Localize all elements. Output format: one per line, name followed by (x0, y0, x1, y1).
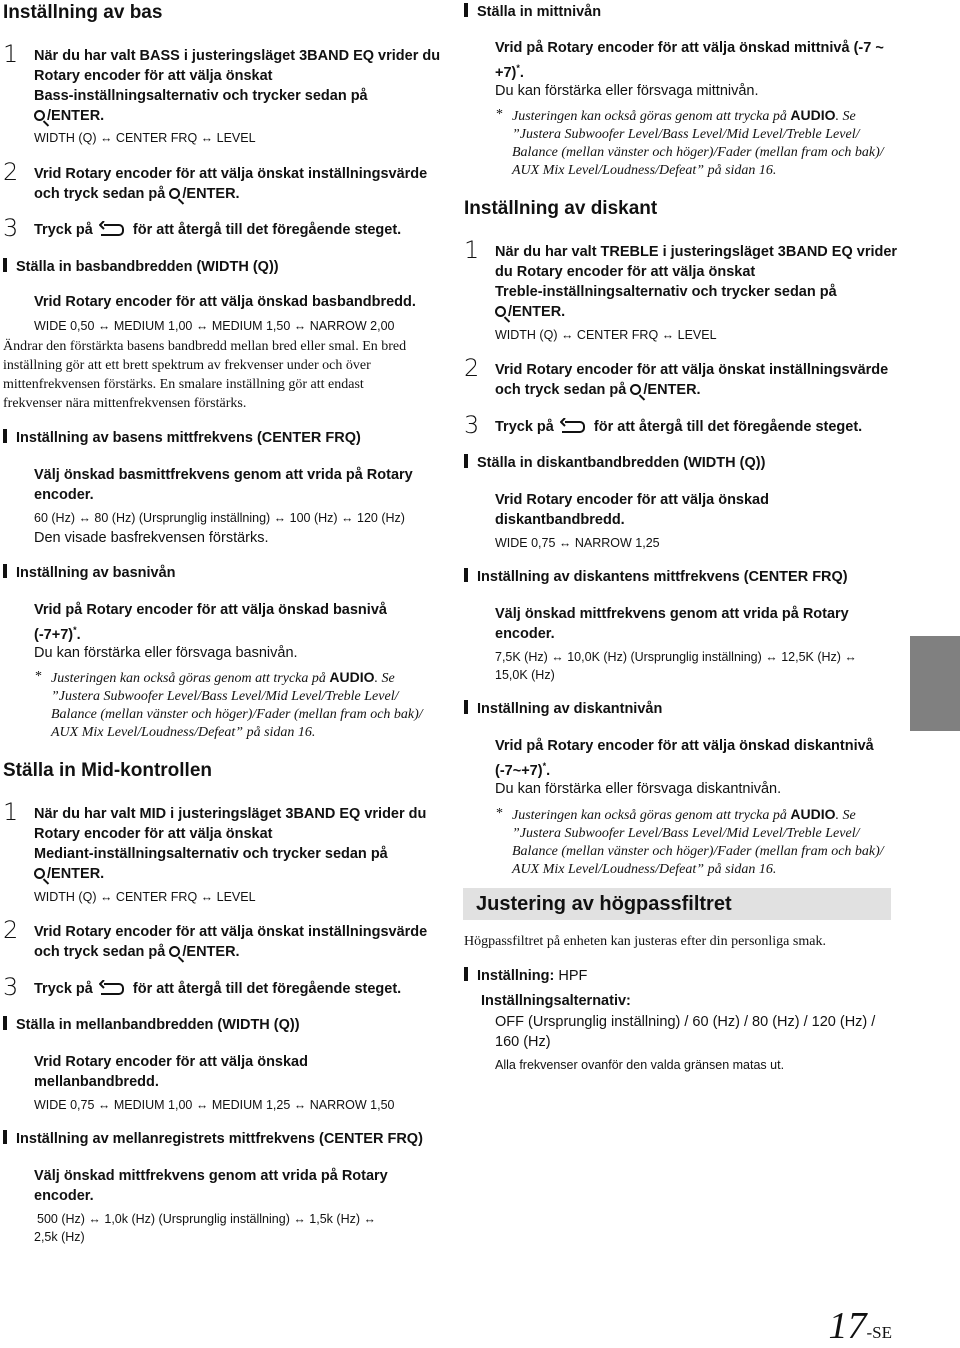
search-icon (169, 188, 180, 199)
text-line: ”Justera Subwoofer Level/Bass Level/Mid Level/Treble Level/ (512, 127, 860, 142)
text-line: När du har valt BASS i justeringsläget 3BAND EQ vrider du (34, 48, 441, 64)
alternatives-label: Inställningsalternativ: (481, 993, 631, 1009)
text-line: (-7+7)*. (34, 625, 81, 643)
alternatives-note: Alla frekvenser ovanför den valda gränsen matas ut. (495, 1058, 785, 1072)
text-line: Vrid Rotary encoder för att välja önskat inställningsvärde (34, 166, 428, 182)
search-icon (34, 868, 45, 879)
text: Justeringen kan också göras genom att trycka på (512, 109, 787, 124)
text-line: Vrid på Rotary encoder för att välja önskad basnivå (34, 602, 387, 618)
subsection-heading: Ställa in mittnivån (464, 3, 601, 20)
text-line: Vrid Rotary encoder för att välja önskat inställningsvärde (495, 362, 889, 378)
option-list (495, 648, 857, 684)
step-number: 2 (3, 158, 19, 186)
section-tab-marker (910, 636, 960, 731)
footnote-mark: * (496, 806, 503, 821)
text-line: 500 (Hz) ↔ 1,0k (Hz) (Ursprunglig inställning) ↔ 1,5k (Hz) ↔ (37, 1212, 376, 1226)
text: för att återgå till det föregående steget. (132, 222, 402, 238)
text-line: 7,5K (Hz) ↔ 10,0K (Hz) (Ursprunglig inställning) ↔ 12,5K (Hz) ↔ (495, 650, 857, 664)
option-list: WIDTH (Q) ↔ CENTER FRQ ↔ LEVEL (495, 328, 717, 342)
text-line: Balance (mellan vänster och höger)/Fader (mellan fram och bak)/ (51, 707, 423, 722)
text: Tryck på (34, 222, 93, 238)
setting-value: HPF (558, 968, 588, 984)
text-line: Ändrar den förstärkta basens bandbredd mellan bred eller smal. En bred (3, 339, 407, 354)
text-line: Vrid på Rotary encoder för att välja önskad mittnivå (-7 ~ (495, 40, 884, 56)
section-heading-mid: Ställa in Mid-kontrollen (3, 760, 213, 781)
text-line: 15,0K (Hz) (495, 668, 555, 682)
subsection-heading: Inställning av diskantens mittfrekvens (CENTER FRQ) (464, 568, 848, 585)
text: . Se (374, 671, 395, 686)
text-line (34, 864, 426, 884)
step-text (34, 922, 427, 962)
text-line: Mediant-inställningsalternativ och trycker sedan på (34, 846, 388, 862)
text: (-7~+7) (495, 762, 543, 779)
footnote-mark: * (516, 63, 520, 73)
text-line: Vrid på Rotary encoder för att välja önskad diskantnivå (495, 738, 874, 754)
subsection-heading: Ställa in diskantbandbredden (WIDTH (Q)) (464, 454, 765, 471)
text-line: ”Justera Subwoofer Level/Bass Level/Mid Level/Treble Level/ (512, 826, 860, 841)
instruction (34, 1166, 388, 1206)
option-list: WIDE 0,75 ↔ NARROW 1,25 (495, 536, 660, 550)
text: Tryck på (495, 419, 554, 435)
description (3, 337, 406, 413)
text-line: diskantbandbredd. (495, 512, 625, 528)
audio-label: AUDIO (790, 107, 836, 123)
text-line: encoder. (495, 626, 555, 642)
page-number (829, 1304, 893, 1348)
footnote-mark: * (35, 669, 42, 684)
subsection-heading: Inställning av mellanregistrets mittfrekvens (CENTER FRQ) (3, 1130, 423, 1147)
instruction (34, 600, 387, 645)
text-line: Rotary encoder för att välja önskat (34, 826, 273, 842)
text: och tryck sedan på (495, 382, 627, 398)
step-number: 2 (3, 916, 19, 944)
text: för att återgå till det föregående steget. (593, 419, 863, 435)
enter-label: /ENTER. (508, 304, 566, 320)
description: Den visade basfrekvensen förstärks. (34, 530, 269, 546)
audio-label: AUDIO (329, 669, 375, 685)
instruction (495, 736, 874, 781)
text: Tryck på (34, 981, 93, 997)
step-number: 3 (3, 973, 19, 1001)
instruction (34, 465, 413, 505)
section-heading-bas: Inställning av bas (3, 2, 163, 23)
instruction: Vrid Rotary encoder för att välja önskad basbandbredd. (34, 294, 416, 310)
enter-label: /ENTER. (182, 186, 240, 202)
text-line: Treble-inställningsalternativ och trycker sedan på (495, 284, 837, 300)
text-line: du Rotary encoder för att välja önskat (495, 264, 756, 280)
option-list: 60 (Hz) ↔ 80 (Hz) (Ursprunglig inställning) ↔ 100 (Hz) ↔ 120 (Hz) (34, 511, 405, 525)
text-line: 2,5k (Hz) (34, 1230, 85, 1244)
step-text (34, 804, 426, 884)
step-number: 2 (464, 354, 480, 382)
text-line: OFF (Ursprunglig inställning) / 60 (Hz) / 80 (Hz) / 120 (Hz) / (495, 1014, 876, 1030)
instruction (495, 490, 769, 530)
option-list: WIDTH (Q) ↔ CENTER FRQ ↔ LEVEL (34, 131, 256, 145)
text-line: Välj önskad basmittfrekvens genom att vrida på Rotary (34, 467, 413, 483)
text-line: frekvenser nära mittenfrekvensen förstärks. (3, 396, 247, 411)
enter-label: /ENTER. (643, 382, 701, 398)
text: +7) (495, 64, 517, 81)
text-line: Vrid Rotary encoder för att välja önskad (495, 492, 769, 508)
footnote (496, 106, 884, 180)
page-number-value: 17 (828, 1305, 867, 1347)
text-line: Bass-inställningsalternativ och trycker sedan på (34, 88, 368, 104)
footnote (35, 668, 423, 742)
text: och tryck sedan på (34, 186, 166, 202)
text-line: Välj önskad mittfrekvens genom att vrida på Rotary (34, 1168, 388, 1184)
text-line (495, 380, 888, 400)
text: Justeringen kan också göras genom att trycka på (512, 808, 787, 823)
footnote (496, 805, 884, 879)
text-line: mellanbandbredd. (34, 1074, 159, 1090)
search-icon (630, 384, 641, 395)
text-line (495, 302, 897, 322)
text: . Se (835, 109, 856, 124)
text-line: AUX Mix Level/Loudness/Defeat” på sidan 16. (512, 163, 777, 178)
subsection-heading: Ställa in basbandbredden (WIDTH (Q)) (3, 258, 279, 275)
step-text (495, 360, 888, 400)
step-number: 1 (464, 236, 480, 264)
description: Du kan förstärka eller försvaga mittnivån. (495, 83, 759, 99)
option-list: WIDE 0,75 ↔ MEDIUM 1,00 ↔ MEDIUM 1,25 ↔ NARROW 1,50 (34, 1098, 395, 1112)
subsection-heading: Ställa in mellanbandbredden (WIDTH (Q)) (3, 1016, 300, 1033)
text-line (512, 805, 884, 825)
footnote-mark: * (542, 761, 547, 771)
option-list (34, 1210, 376, 1246)
search-icon (34, 110, 45, 121)
text-line: (-7~+7)*. (495, 761, 551, 779)
text-line (34, 184, 427, 204)
text-line: 160 (Hz) (495, 1034, 551, 1050)
step-number: 3 (3, 214, 19, 242)
footnote-mark: * (496, 107, 503, 122)
instruction (495, 604, 849, 644)
return-icon (560, 418, 586, 434)
step-text (34, 46, 440, 126)
return-icon (99, 980, 125, 996)
setting-line (464, 967, 587, 984)
return-icon (99, 221, 125, 237)
step-number: 1 (3, 40, 19, 68)
search-icon (169, 946, 180, 957)
footnote-mark: * (73, 625, 77, 635)
text-line: inställning gör att ett brett spektrum av frekvenser under och över (3, 358, 371, 373)
text-line: encoder. (34, 1188, 94, 1204)
text-line: När du har valt MID i justeringsläget 3BAND EQ vrider du (34, 806, 427, 822)
step-text (495, 242, 897, 322)
enter-label: /ENTER. (47, 866, 105, 882)
step-text (34, 164, 427, 204)
text-line: Balance (mellan vänster och höger)/Fader (mellan fram och bak)/ (512, 145, 884, 160)
alternatives-values (495, 1012, 875, 1052)
section-heading-highpass: Justering av högpassfiltret (476, 893, 732, 915)
enter-label: /ENTER. (182, 944, 240, 960)
step-number: 3 (464, 411, 480, 439)
text-line: Välj önskad mittfrekvens genom att vrida på Rotary (495, 606, 849, 622)
instruction (34, 1052, 308, 1092)
subsection-heading: Inställning av diskantnivån (464, 700, 662, 717)
text-line: Vrid Rotary encoder för att välja önskat inställningsvärde (34, 924, 428, 940)
text: för att återgå till det föregående steget. (132, 981, 402, 997)
text-line (512, 106, 884, 126)
subsection-heading: Inställning av basnivån (3, 564, 176, 581)
enter-label: /ENTER. (47, 108, 105, 124)
section-heading-band (463, 888, 891, 920)
setting-label: Inställning: (477, 968, 555, 984)
text-line: ”Justera Subwoofer Level/Bass Level/Mid Level/Treble Level/ (51, 689, 399, 704)
step-number: 1 (3, 798, 19, 826)
text: . Se (835, 808, 856, 823)
text-line (34, 106, 440, 126)
text: Justeringen kan också göras genom att trycka på (51, 671, 326, 686)
text-line (51, 668, 423, 688)
text-line: AUX Mix Level/Loudness/Defeat” på sidan 16. (51, 725, 316, 740)
text-line: mittenfrekvensen förstärks. En smalare inställning gör att endast (3, 377, 364, 392)
text-line: +7)*. (495, 63, 524, 81)
step-text (34, 220, 401, 240)
subsection-heading: Inställning av basens mittfrekvens (CENTER FRQ) (3, 429, 361, 446)
audio-label: AUDIO (790, 806, 836, 822)
text-line: AUX Mix Level/Loudness/Defeat” på sidan 16. (512, 862, 777, 877)
description: Du kan förstärka eller försvaga basnivån. (34, 645, 298, 661)
option-list: WIDE 0,50 ↔ MEDIUM 1,00 ↔ MEDIUM 1,50 ↔ NARROW 2,00 (34, 319, 395, 333)
instruction (495, 38, 884, 83)
step-text (495, 417, 862, 437)
description: Du kan förstärka eller försvaga diskantnivån. (495, 781, 782, 797)
description: Högpassfiltret på enheten kan justeras efter din personliga smak. (464, 934, 826, 949)
text-line (34, 942, 427, 962)
text-line: När du har valt TREBLE i justeringsläget 3BAND EQ vrider (495, 244, 898, 260)
text: (-7+7) (34, 626, 74, 643)
page-suffix: -SE (866, 1323, 892, 1342)
text-line: Rotary encoder för att välja önskat (34, 68, 273, 84)
step-text (34, 979, 401, 999)
text-line: Vrid Rotary encoder för att välja önskad (34, 1054, 308, 1070)
search-icon (495, 306, 506, 317)
section-heading-treble: Inställning av diskant (464, 198, 658, 219)
text-line: Balance (mellan vänster och höger)/Fader (mellan fram och bak)/ (512, 844, 884, 859)
text-line: encoder. (34, 487, 94, 503)
option-list: WIDTH (Q) ↔ CENTER FRQ ↔ LEVEL (34, 890, 256, 904)
text: och tryck sedan på (34, 944, 166, 960)
